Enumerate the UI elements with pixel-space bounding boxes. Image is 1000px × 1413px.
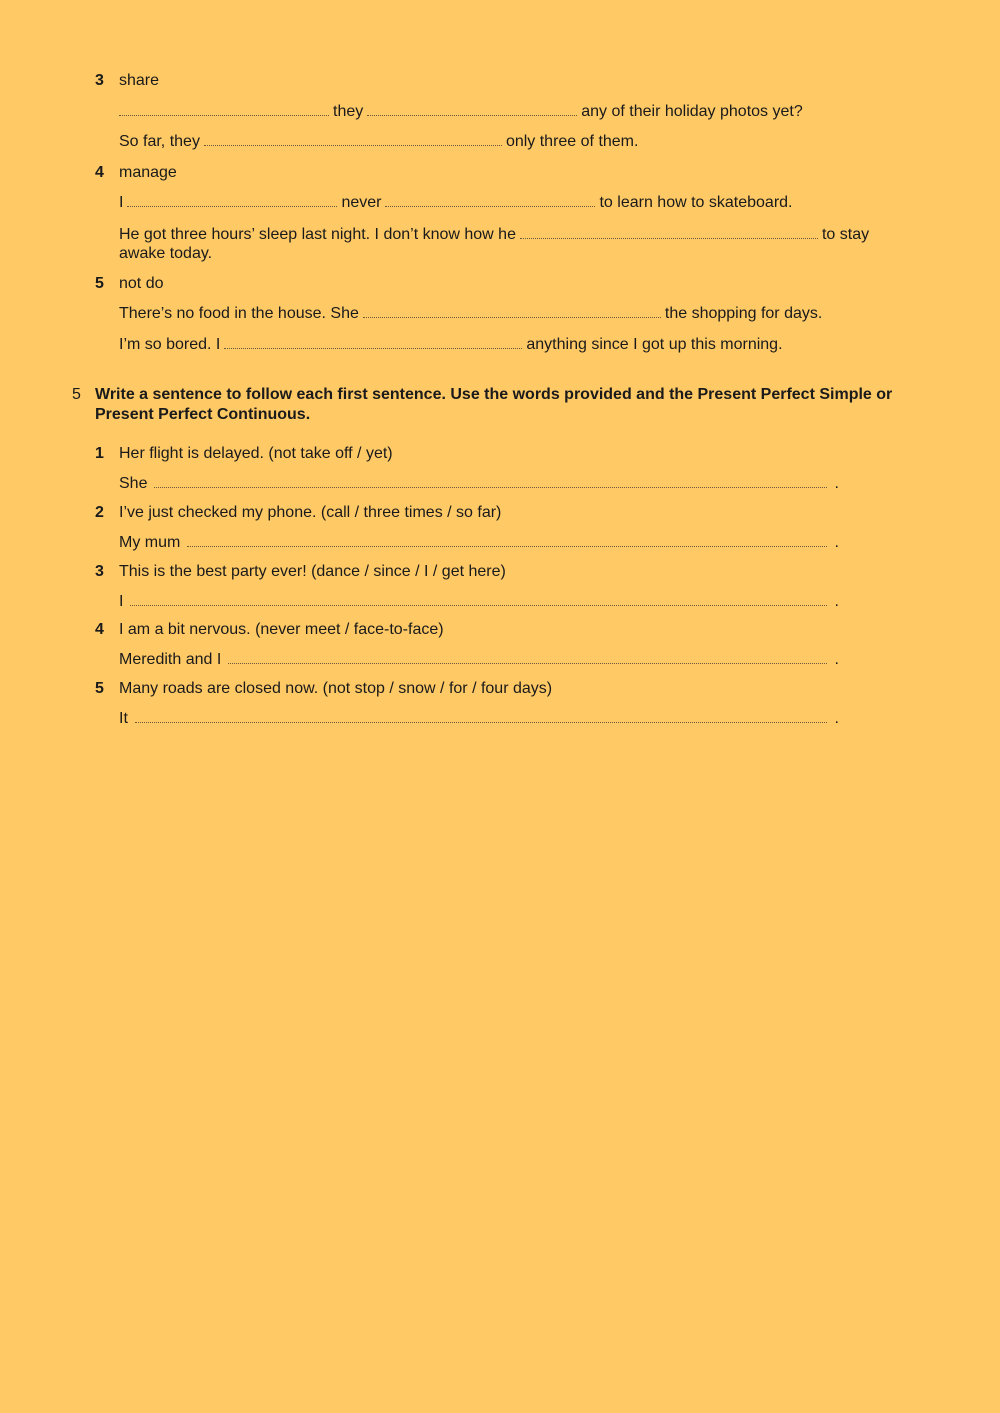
sentence-text: anything since I got up this morning.: [526, 336, 783, 353]
answer-blank[interactable]: [520, 224, 818, 239]
item-verb: not do: [119, 275, 164, 292]
answer-end: .: [834, 534, 839, 551]
item-verb: manage: [119, 164, 177, 181]
sentence-line: [119, 192, 793, 213]
answer-blank[interactable]: [119, 101, 329, 116]
item-verb: share: [119, 72, 160, 89]
sentence-text: to stay: [821, 226, 870, 243]
sentence-text: any of their holiday photos yet?: [581, 103, 803, 120]
sentence-line: [119, 303, 822, 324]
answer-blank[interactable]: [135, 708, 827, 723]
item-prompt: This is the best party ever! (dance / since / I / get here): [119, 563, 506, 580]
item-prompt: Many roads are closed now. (not stop / snow / for / four days): [119, 680, 553, 697]
item-prompt: Her flight is delayed. (not take off / yet): [119, 445, 393, 462]
sentence-line: [119, 131, 638, 152]
answer-blank[interactable]: [127, 192, 337, 207]
answer-line: [119, 473, 839, 494]
item-number: 3: [95, 72, 104, 89]
exercise-number: 5: [72, 386, 81, 403]
answer-blank[interactable]: [228, 649, 826, 664]
answer-start: My mum: [119, 534, 181, 551]
item-number: 4: [95, 164, 104, 181]
answer-blank[interactable]: [154, 473, 826, 488]
answer-blank[interactable]: [204, 131, 502, 146]
answer-line: [119, 649, 839, 670]
item-number: 2: [95, 504, 104, 521]
answer-start: Meredith and I: [119, 651, 222, 668]
answer-start: It: [119, 710, 128, 727]
sentence-text: So far, they: [119, 133, 200, 150]
answer-start: I: [119, 593, 124, 610]
sentence-line: [119, 334, 783, 355]
sentence-line: [119, 224, 869, 245]
sentence-text: the shopping for days.: [664, 305, 823, 322]
sentence-line: [119, 101, 803, 122]
sentence-text: only three of them.: [505, 133, 639, 150]
answer-blank[interactable]: [385, 192, 595, 207]
answer-blank[interactable]: [187, 532, 826, 547]
answer-line: [119, 708, 839, 729]
sentence-text: He got three hours’ sleep last night. I don’t know how he: [119, 226, 516, 243]
answer-blank[interactable]: [224, 334, 522, 349]
sentence-text: There’s no food in the house. She: [119, 305, 359, 322]
sentence-text: awake today.: [119, 245, 213, 262]
item-number: 4: [95, 621, 104, 638]
sentence-text: to learn how to skateboard.: [599, 194, 793, 211]
sentence-text: never: [341, 194, 382, 211]
item-prompt: I’ve just checked my phone. (call / three times / so far): [119, 504, 502, 521]
item-number: 5: [95, 680, 104, 697]
sentence-text: they: [333, 103, 364, 120]
answer-end: .: [834, 710, 839, 727]
item-prompt: I am a bit nervous. (never meet / face-to-face): [119, 621, 444, 638]
answer-blank[interactable]: [130, 591, 826, 606]
answer-blank[interactable]: [363, 303, 661, 318]
answer-end: .: [834, 475, 839, 492]
sentence-text: I: [119, 194, 124, 211]
item-number: 1: [95, 445, 104, 462]
sentence-text: I’m so bored. I: [119, 336, 221, 353]
answer-line: [119, 591, 839, 612]
answer-blank[interactable]: [367, 101, 577, 116]
item-number: 3: [95, 563, 104, 580]
answer-line: [119, 532, 839, 553]
answer-start: She: [119, 475, 148, 492]
item-number: 5: [95, 275, 104, 292]
answer-end: .: [834, 651, 839, 668]
exercise-instruction: Write a sentence to follow each first sentence. Use the words provided and the Present Perfect Simple or Present Perfect Continuous.: [95, 386, 893, 423]
answer-end: .: [834, 593, 839, 610]
